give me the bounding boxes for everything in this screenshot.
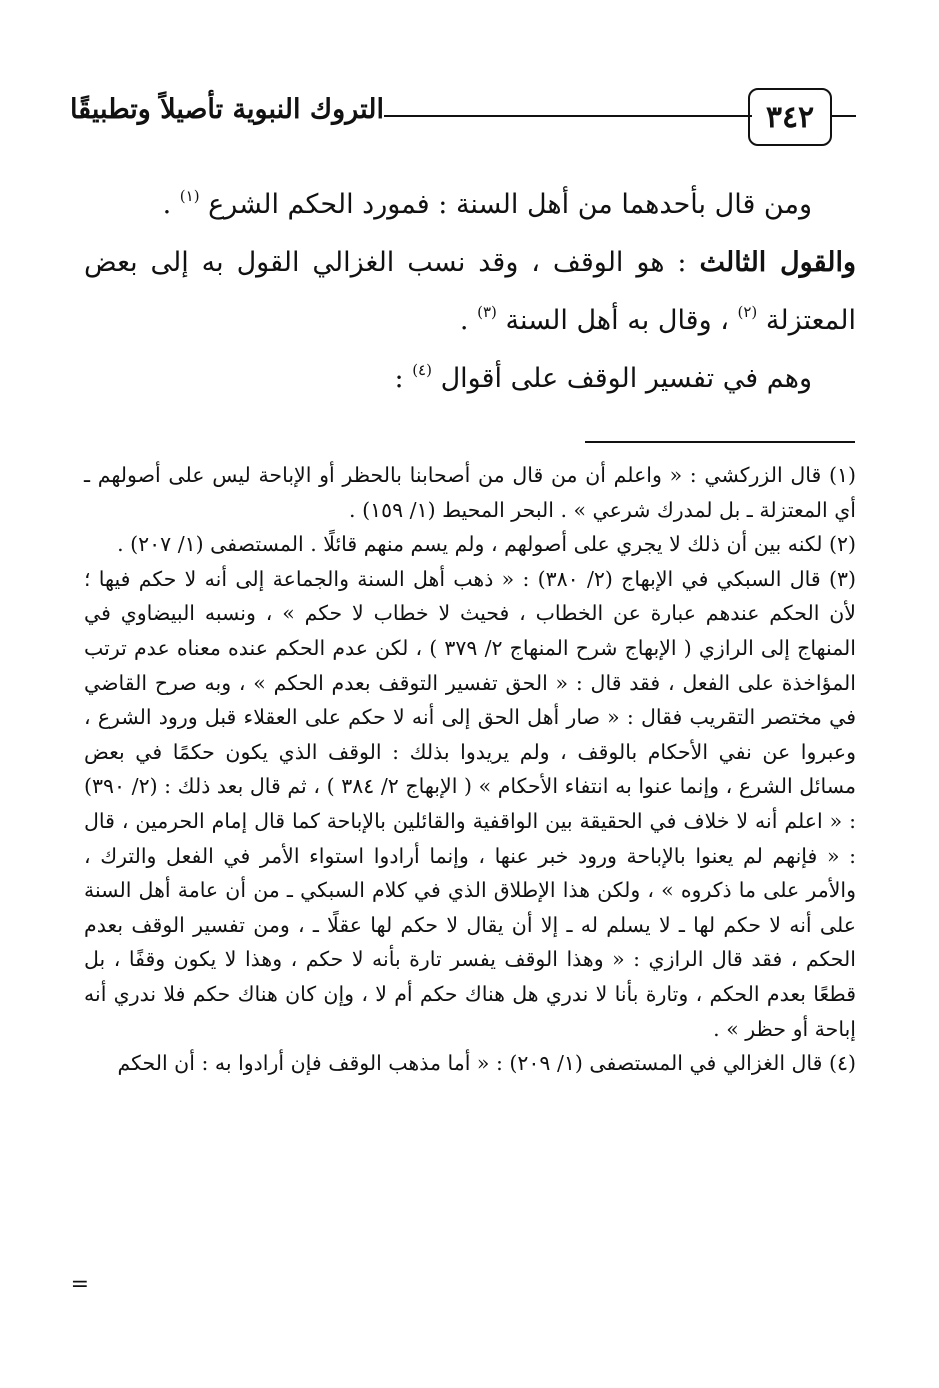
footnote-ref-2: (٢) [737,303,758,321]
footnote-3: (٣) قال السبكي في الإبهاج (٢/ ٣٨٠) : « ذهب أهل السنة والجماعة إلى أنه لا حكم فيها ؛ لأن الحكم عندهم عبارة عن الخطاب ، فحيث لا خطاب لا حكم » ، ونسبه البيضاوي في المنهاج إلى الرازي ( الإبهاج شرح المنهاج ٢/ ٣٧٩ ) ، لكن عدم الحكم عنده معناه عدم ترتب المؤاخذة على الفعل ، فقد قال : « الحق تفسير التوقف بعدم الحكم » ، وبه صرح القاضي في مختصر التقريب فقال : « صار أهل الحق إلى أنه لا حكم على العقلاء قبل ورود الشرع ، وعبروا عن نفي الأحكام بالوقف ، ولم يريدوا بذلك : الوقف الذي يكون حكمًا في بعض مسائل الشرع ، وإنما عنوا به انتفاء الأحكام » ( الإبهاج ٢/ ٣٨٤ ) ، ثم قال بعد ذلك : (٢/ ٣٩٠) : « اعلم أنه لا خلاف في الحقيقة بين الواقفية والقائلين بالإباحة كما قال إمام الحرمين ، قال : « فإنهم لم يعنوا بالإباحة ورود خبر عنها ، وإنما أرادوا استواء الأمر في الفعل والترك ، والأمر على ما ذكروه » ، ولكن هذا الإطلاق الذي في كلام السبكي ـ من أن عامة أهل السنة على أنه لا حكم لها ـ لا يسلم له ـ إلا أن يقال لا حكم لها عقلًا ـ ، ومن تفسير الوقف بعدم الحكم ، فقد قال الرازي : « وهذا الوقف يفسر تارة بأنه لا حكم ، وهذا لا يكون وقفًا ، بل قطعًا بعدم الحكم ، وتارة بأنا لا ندري هل هناك حكم أم لا ، وإن كان هناك حكم فلا ندري أنه إباحة أو حظر » . [84,566,856,1041]
book-title: التروك النبوية تأصيلاً وتطبيقًا [69,94,384,125]
footnote-ref-4: (٤) [412,361,432,379]
paragraph-3 [84,350,856,408]
footnote-ref-1: (١) [179,187,200,205]
footnote-separator [585,441,855,443]
page-header [69,88,856,148]
paragraph-1 [84,176,856,234]
page-number: ٣٤٢ [748,88,832,146]
paragraph-2-end: . [459,305,478,336]
header-rule-right [832,115,856,117]
footnote-4: (٤) قال الغزالي في المستصفى (١/ ٢٠٩) : « أما مذهب الوقف فإن أرادوا به : أن الحكم [117,1051,856,1076]
paragraph-3-text: وهم في تفسير الوقف على أقوال [440,363,812,394]
footnotes [84,458,856,1081]
paragraph-2-text-2: ، وقال به أهل السنة [505,305,738,336]
continuation-mark: = [70,1272,89,1297]
footnote-1: (١) قال الزركشي : « واعلم أن من قال من أصحابنا بالحظر أو الإباحة ليس على أصولهم ـ أي المعتزلة ـ بل لمدرك شرعي » . البحر المحيط (١/ ١٥٩) . [84,463,856,522]
footnote-2: (٢) لكنه بين أن ذلك لا يجري على أصولهم ، ولم يسم منهم قائلًا . المستصفى (١/ ٢٠٧) . [117,532,856,557]
paragraph-1-text: ومن قال بأحدهما من أهل السنة : فمورد الحكم الشرع [208,189,812,220]
paragraph-2-text-1: : هو الوقف ، وقد نسب الغزالي القول به إلى بعض المعتزلة [84,247,856,336]
footnote-ref-3: (٣) [477,303,497,321]
paragraph-3-end: : [394,363,413,394]
header-rule [384,115,752,117]
paragraph-1-end: . [162,189,180,220]
paragraph-2-lead: والقول الثالث [699,247,857,278]
paragraph-2 [84,234,856,350]
main-text [84,176,856,408]
